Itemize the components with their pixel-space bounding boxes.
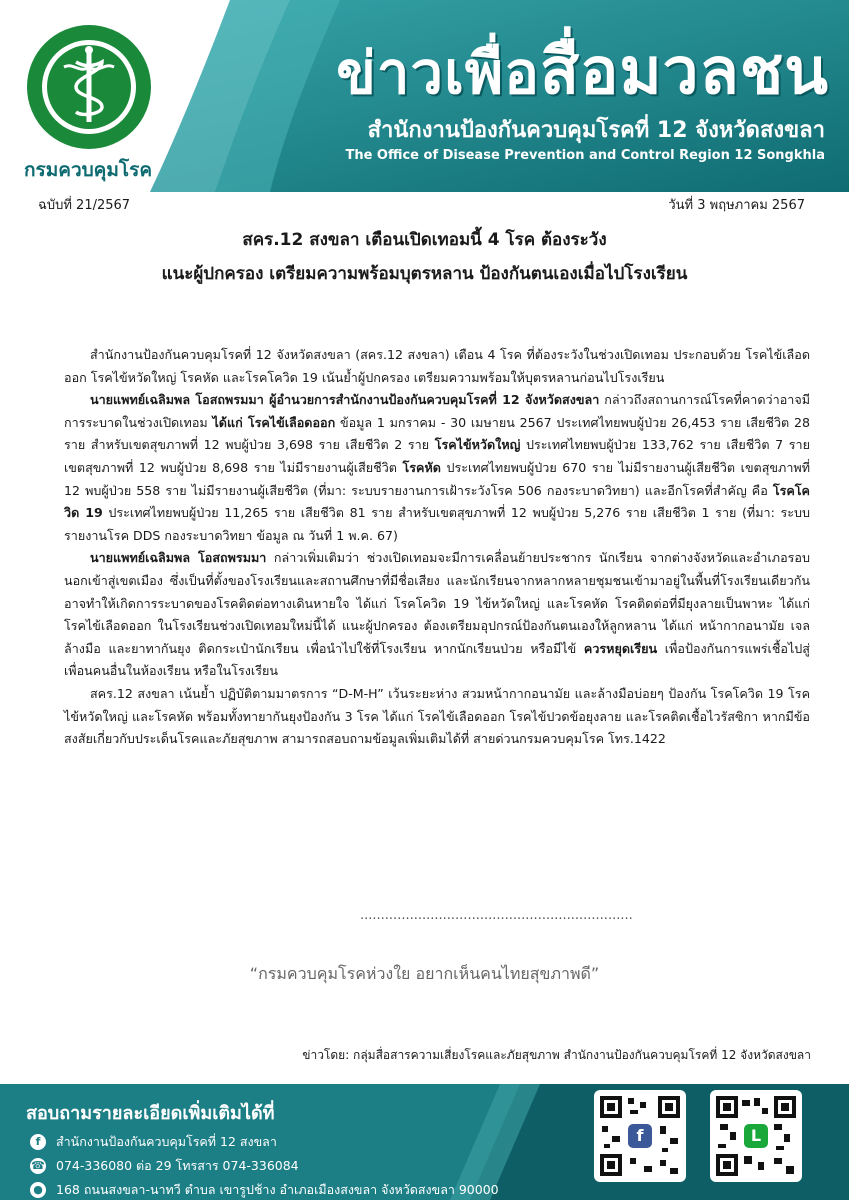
paragraph-3 xyxy=(64,547,810,683)
header-english: The Office of Disease Prevention and Control Region 12 Songkhla xyxy=(345,148,825,163)
footer-address-text: 168 ถนนสงขลา-นาทวี ตำบล เขารูปช้าง อำเภอเมืองสงขลา จังหวัดสงขลา 90000 xyxy=(56,1182,499,1197)
p2-text-4: ประเทศไทยพบผู้ป่วย 670 ราย ไม่มีรายงานผู้เสียชีวิต เขตสุขภาพที่ 12 พบผู้ป่วย 558 ราย ไม่มีรายงานผู้เสียชีวิต (ที่มา: ระบบรายงานการเฝ้าระวังโรค 506 กองระบาดวิทยา) และอีกโรคที่สำคัญ คือ xyxy=(64,459,810,498)
paragraph-4: สคร.12 สงขลา เน้นย้ำ ปฏิบัติตามมาตรการ “D-M-H” เว้นระยะห่าง สวมหน้ากากอนามัย และล้างมือบ่อยๆ ป้องกัน โรคโควิด 19 โรคไข้หวัดใหญ่ และโรคหัด พร้อมทั้งทายากันยุงป้องกัน 3 โรค ได้แก่ โรคไข้เลือดออก โรคไข้ปวดข้อยุงลาย และโรคติดเชื้อไวรัสซิกา หากมีข้อสงสัยเกี่ยวกับประเด็นโรคและภัยสุขภาพ สามารถสอบถามข้อมูลเพิ่มเติมได้ที่ สายด่วนกรมควบคุมโรค โทร.1422 xyxy=(64,685,810,747)
p2-bold-4: โรคหัด xyxy=(402,459,441,475)
slogan: “กรมควบคุมโรคห่วงใย อยากเห็นคนไทยสุขภาพดี” xyxy=(249,964,600,983)
p2-bold-1: นายแพทย์เฉลิมพล โอสถพรมมา ผู้อำนวยการสำนักงานป้องกันควบคุมโรคที่ 12 จังหวัดสงขลา xyxy=(90,392,600,408)
line-badge-icon: L xyxy=(744,1124,768,1148)
footer-facebook-text: สำนักงานป้องกันควบคุมโรคที่ 12 สงขลา xyxy=(56,1134,277,1149)
ministry-seal-icon xyxy=(24,22,154,152)
header-subtitle: สำนักงานป้องกันควบคุมโรคที่ 12 จังหวัดสงขลา xyxy=(367,118,825,143)
paragraph-1: สำนักงานป้องกันควบคุมโรคที่ 12 จังหวัดสงขลา (สคร.12 สงขลา) เตือน 4 โรค ที่ต้องระวังในช่วงเปิดเทอม ประกอบด้วย โรคไข้เลือดออก โรคไข้หวัดใหญ่ โรคหัด และโรคโควิด 19 เน้นย้ำผู้ปกครอง เตรียมความพร้อมให้บุตรหลานก่อนไปโรงเรียน xyxy=(64,347,810,385)
footer-address xyxy=(30,1180,499,1200)
issue-number: ฉบับที่ 21/2567 xyxy=(38,198,131,213)
p3-text-1: กล่าวเพิ่มเติมว่า ช่วงเปิดเทอมจะมีการเคลื่อนย้ายประชากร นักเรียน จากต่างจังหวัดและอำเภอรอบนอกเข้าสู่เขตเมือง ซึ่งเป็นที่ตั้งของโรงเรียนและสถานศึกษาที่มีชื่อเสียง และนักเรียนจากหลากหลายชุมชนเข้ามาอยู่ในพื้นที่โรงเรียนเดียวกัน อาจทำให้เกิดการระบาดของโรคติดต่อทางเดินหายใจ ได้แก่ โรคโควิด 19 ไข้หวัดใหญ่ และโรคหัด โรคติดต่อที่มียุงลายเป็นพาหะ ได้แก่ โรคไข้เลือดออก ในโรงเรียนช่วงเปิดเทอมใหม่นี้ได้ แนะผู้ปกครอง ต้องเตรียมอุปกรณ์ป้องกันตนเองให้ลูกหลาน ได้แก่ หน้ากากอนามัย เจลล้างมือ และยาทากันยุง ติดกระเป๋านักเรียน เพื่อนำไปใช้ที่โรงเรียน หากนักเรียนป่วย หรือมีไข้ xyxy=(64,550,810,656)
header-title-small: ข่าวเพื่อ xyxy=(336,39,540,107)
header-title-big: สื่อมวลชน xyxy=(539,35,829,109)
line-qr-code[interactable] xyxy=(710,1090,802,1182)
p2-bold-5: โรคโควิด 19 xyxy=(64,482,810,521)
header-title xyxy=(336,20,829,122)
p2-text-2: ข้อมูล 1 มกราคม - 30 เมษายน 2567 ประเทศไทยพบผู้ป่วย 26,453 ราย เสียชีวิต 28 ราย สำหรับเขตสุขภาพที่ 12 พบผู้ป่วย 3,698 ราย เสียชีวิต 2 ราย xyxy=(64,414,810,453)
department-name: กรมควบคุมโรค xyxy=(24,159,153,181)
header-banner xyxy=(0,0,849,192)
divider-dots: .................................................................. xyxy=(360,908,633,923)
phone-icon: ☎ xyxy=(31,1159,45,1172)
headline-line-2: แนะผู้ปกครอง เตรียมความพร้อมบุตรหลาน ป้องกันตนเองเมื่อไปโรงเรียน xyxy=(161,264,688,284)
footer-title: สอบถามรายละเอียดเพิ่มเติมได้ที่ xyxy=(26,1103,275,1124)
p2-bold-2: ได้แก่ โรคไข้เลือดออก xyxy=(212,414,336,430)
byline: ข่าวโดย: กลุ่มสื่อสารความเสี่ยงโรคและภัยสุขภาพ สำนักงานป้องกันควบคุมโรคที่ 12 จังหวัดสงขลา xyxy=(302,1048,811,1062)
headline-line-1: สคร.12 สงขลา เตือนเปิดเทอมนี้ 4 โรค ต้องระวัง xyxy=(242,230,607,250)
facebook-badge-icon: f xyxy=(628,1124,652,1148)
footer-phone[interactable] xyxy=(30,1156,299,1176)
footer-banner xyxy=(0,1084,849,1200)
location-pin-icon: ● xyxy=(30,1182,46,1198)
issue-date: วันที่ 3 พฤษภาคม 2567 xyxy=(668,198,805,213)
p3-text-2: เพื่อป้องกันการแพร่เชื้อไปสู่เพื่อนคนอื่นในห้องเรียน หรือในโรงเรียน xyxy=(64,640,810,679)
p2-text-3: ประเทศไทยพบผู้ป่วย 133,762 ราย เสียชีวิต 7 ราย เขตสุขภาพที่ 12 พบผู้ป่วย 8,698 ราย ไม่มีรายงานผู้เสียชีวิต xyxy=(64,437,810,475)
p3-bold-2: ควรหยุดเรียน xyxy=(583,640,658,656)
p2-bold-3: โรคไข้หวัดใหญ่ xyxy=(434,437,521,453)
p3-bold-1: นายแพทย์เฉลิมพล โอสถพรมมา xyxy=(90,550,267,566)
ministry-logo xyxy=(24,22,154,152)
paragraph-2 xyxy=(64,389,810,547)
footer-facebook[interactable] xyxy=(30,1132,277,1152)
p2-text-1: กล่าวถึงสถานการณ์โรคที่คาดว่าอาจมีการระบาดในช่วงเปิดเทอม xyxy=(64,392,811,430)
footer-phone-text: 074-336080 ต่อ 29 โทรสาร 074-336084 xyxy=(56,1158,299,1173)
facebook-qr-code[interactable] xyxy=(594,1090,686,1182)
article-body xyxy=(64,344,810,751)
facebook-icon: f xyxy=(30,1134,46,1150)
p2-text-5: ประเทศไทยพบผู้ป่วย 11,265 ราย เสียชีวิต 81 ราย สำหรับเขตสุขภาพที่ 12 พบผู้ป่วย 5,276 ราย เสียชีวิต 1 ราย (ที่มา: ระบบรายงานโรค DDS กองระบาดวิทยา ข้อมูล ณ วันที่ 1 พ.ค. 67) xyxy=(64,505,810,543)
